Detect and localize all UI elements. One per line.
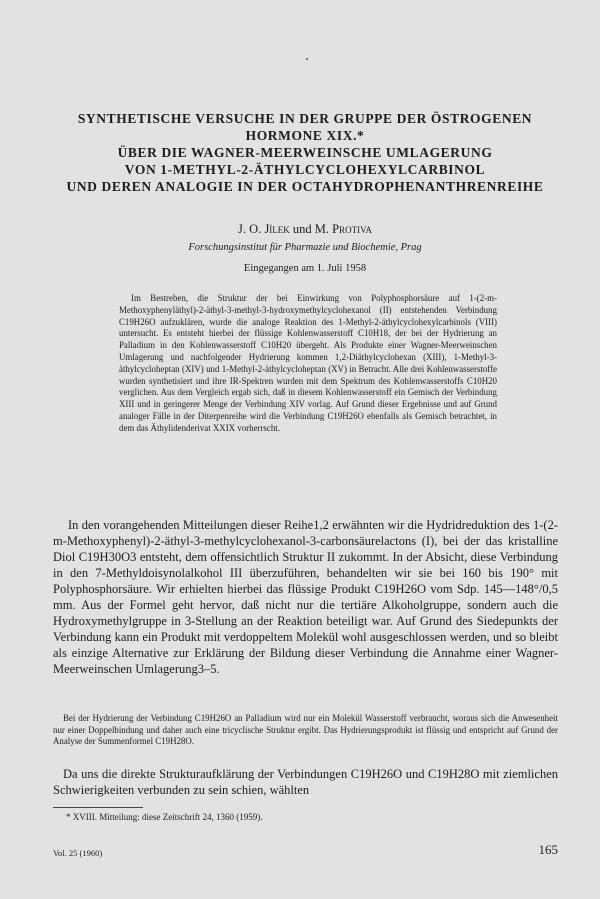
title-line: VON 1-METHYL-2-ÄTHYLCYCLOHEXYLCARBINOL [124, 162, 486, 177]
page-number: 165 [538, 842, 558, 857]
author-1: J. O. Jílek [238, 222, 290, 236]
abstract: Im Bestreben, die Struktur der bei Einwirkung von Polyphosphorsäure auf 1-(2-m-Methoxyphenyläthyl)-2-äthyl-3-methyl-3-hydroxymethylcyclohexanol (II) entstehenden Verbindung C19H26O aufzuklären, wurde die analoge Reaktion des 1-Methyl-2-äthylcyclohexylcarbinols (VIII) untersucht. Es entsteht hierbei der flüssige Kohlenwasserstoff C10H18, der bei der Hydrierung an Palladium in den Kohlenwasserstoff C10H20 übergeht. Als Produkte einer Wagner-Meerweinschen Umlagerung und nachfolgender Hydrierung kommen 1,2-Diäthylcyclohexan (XIII), 1-Methyl-3-äthylcycloheptan (XIV) und 1-Methyl-2-äthylcycloheptan (XV) in Betracht. Alle drei Kohlenwasserstoffe wurden synthetisiert und ihre IR-Spektren wurden mit dem Spektrum des Kohlenwasserstoffs C10H20 verglichen. Aus dem Vergleich ergab sich, daß in diesem Kohlenwasserstoff ein Gemisch der Verbindung XIII und in geringerer Menge der Verbindung XIV vorlag. Auf Grund dieser Ergebnisse und auf Grund analoger Fälle in der Diterpenreihe wird die Verbindung C19H26O ebenfalls als Gemisch betrachtet, in dem das Äthylidenderivat XXIX vorherrscht. [119, 293, 497, 433]
institute: Forschungsinstitut für Pharmazie und Biochemie, Prag [188, 242, 422, 253]
author-conjunction: und [292, 222, 312, 236]
title-line: ÜBER DIE WAGNER-MEERWEINSCHE UMLAGERUNG [117, 145, 493, 160]
title-line: UND DEREN ANALOGIE IN DER OCTAHYDROPHENANTHRENREIHE [66, 179, 544, 194]
article-title [60, 110, 550, 195]
author-2: M. Protiva [314, 222, 372, 236]
authors [60, 222, 550, 237]
print-speck [306, 58, 308, 60]
volume-label: Vol. 25 (1960) [53, 848, 103, 858]
title-line: SYNTHETISCHE VERSUCHE IN DER GRUPPE DER ÖSTROGENEN [77, 111, 533, 126]
title-line: HORMONE XIX.* [245, 128, 365, 143]
footnote: * XVIII. Mitteilung: diese Zeitschrift 24, 1360 (1959). [66, 812, 263, 822]
body-paragraph-2: Da uns die direkte Strukturaufklärung der Verbindungen C19H26O und C19H28O mit ziemlichen Schwierigkeiten verbunden zu sein schien, wählten [53, 767, 558, 797]
small-print-paragraph: Bei der Hydrierung der Verbindung C19H26O an Palladium wird nur ein Molekül Wasserstoff verbraucht, woraus sich die Anwesenheit nur einer Doppelbindung und daher auch eine tricyclische Struktur ergibt. Das Hydrierungsprodukt ist flüssig und entspricht auf Grund der Analyse der Summenformel C19H28O. [53, 713, 558, 747]
footnote-rule [53, 807, 143, 808]
received-date: Eingegangen am 1. Juli 1958 [243, 263, 367, 274]
body-paragraph-1: In den vorangehenden Mitteilungen dieser Reihe1,2 erwähnten wir die Hydridreduktion des 1-(2-m-Methoxyphenyl)-2-äthyl-3-methylcyclohexanol-3-carbonsäurelactons (I), bei der das kristalline Diol C19H30O3 entsteht, dem offensichtlich Struktur II zukommt. In der Absicht, diese Verbindung in den 7-Methyldoisynolalkohol III überzuführen, behandelten wir sie bei 160 bis 190° mit Polyphosphorsäure. Wir erhielten hierbei das flüssige Produkt C19H26O vom Sdp. 145—148°/0,5 mm. Aus der Formel geht hervor, daß nicht nur die tertiäre Alkoholgruppe, sondern auch die Hydroxymethylgruppe in 3-Stellung an der Reaktion beteiligt war. Auf Grund des Siedepunkts der Verbindung kann ein Produkt mit verdoppeltem Molekül wohl ausgeschlossen werden, und so bleibt als einzige Alternative zur Erklärung der Bildung dieser Verbindung die Annahme einer Wagner-Meerweinschen Umlagerung3–5. [53, 518, 558, 676]
